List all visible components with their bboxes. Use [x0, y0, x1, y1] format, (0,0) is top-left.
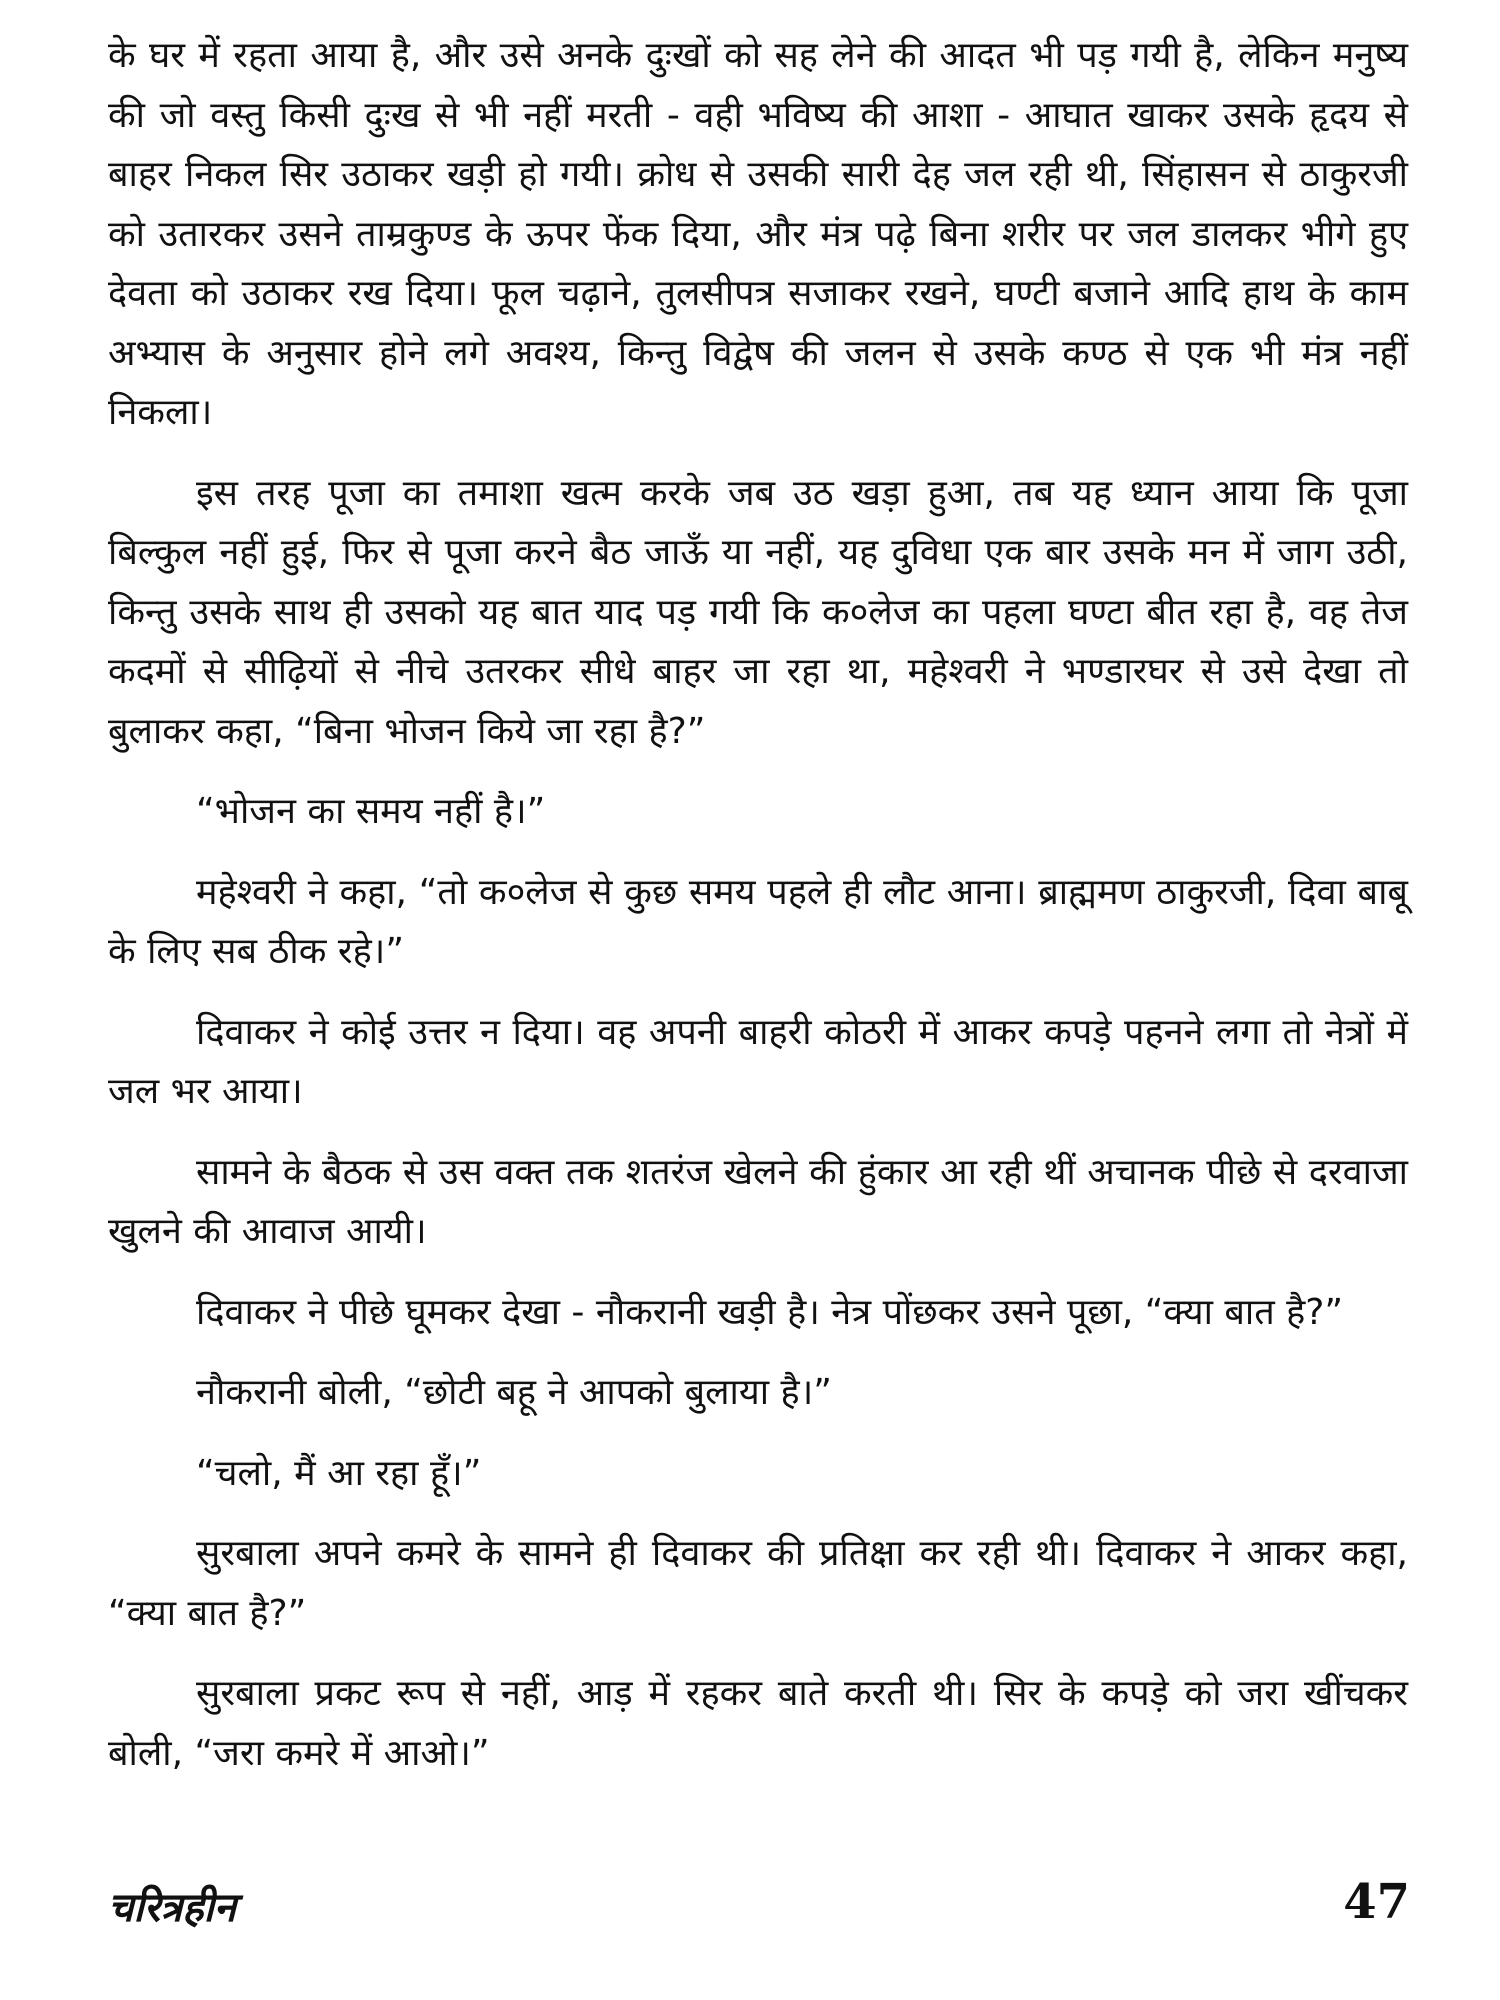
- body-text: [108, 26, 1408, 1804]
- page-number: 47: [1343, 1874, 1410, 1930]
- paragraph: इस तरह पूजा का तमाशा खत्म करके जब उठ खड़ा हुआ, तब यह ध्यान आया कि पूजा बिल्कुल नहीं हुई, फिर से पूजा करने बैठ जाऊँ या नहीं, यह दुविधा एक बार उसके मन में जाग उठी, किन्तु उसके साथ ही उसको यह बात याद पड़ गयी कि क०लेज का पहला घण्टा बीत रहा है, वह तेज कदमों से सीढ़ियों से नीचे उतरकर सीधे बाहर जा रहा था, महेश्वरी ने भण्डारघर से उसे देखा तो बुलाकर कहा, “बिना भोजन किये जा रहा है?”: [108, 472, 1408, 752]
- paragraph: सुरबाला प्रकट रूप से नहीं, आड़ में रहकर बाते करती थी। सिर के कपड़े को जरा खींचकर बोली, “जरा कमरे में आओ।”: [108, 1673, 1408, 1774]
- paragraph: सामने के बैठक से उस वक्त तक शतरंज खेलने की हुंकार आ रही थीं अचानक पीछे से दरवाजा खुलने की आवाज आयी।: [108, 1151, 1408, 1252]
- page-footer: [108, 1874, 1410, 1938]
- paragraph: दिवाकर ने कोई उत्तर न दिया। वह अपनी बाहरी कोठरी में आकर कपड़े पहनने लगा तो नेत्रों में जल भर आया।: [108, 1011, 1408, 1112]
- paragraph: सुरबाला अपने कमरे के सामने ही दिवाकर की प्रतिक्षा कर रही थी। दिवाकर ने आकर कहा, “क्या बात है?”: [108, 1533, 1408, 1634]
- running-title: चरित्रहीन: [108, 1885, 236, 1931]
- paragraph: के घर में रहता आया है, और उसे अनके दुःखों को सह लेने की आदत भी पड़ गयी है, लेकिन मनुष्य की जो वस्तु किसी दुःख से भी नहीं मरती - वही भविष्य की आशा - आघात खाकर उसके हृदय से बाहर निकल सिर उठाकर खड़ी हो गयी। क्रोध से उसकी सारी देह जल रही थी, सिंहासन से ठाकुरजी को उतारकर उसने ताम्रकुण्ड के ऊपर फेंक दिया, और मंत्र पढ़े बिना शरीर पर जल डालकर भीगे हुए देवता को उठाकर रख दिया। फूल चढ़ाने, तुलसीपत्र सजाकर रखने, घण्टी बजाने आदि हाथ के काम अभ्यास के अनुसार होने लगे अवश्य, किन्तु विद्वेष की जलन से उसके कण्ठ से एक भी मंत्र नहीं निकला।: [108, 35, 1408, 433]
- paragraph: दिवाकर ने पीछे घूमकर देखा - नौकरानी खड़ी है। नेत्र पोंछकर उसने पूछा, “क्या बात है?”: [196, 1291, 1344, 1333]
- paragraph: महेश्वरी ने कहा, “तो क०लेज से कुछ समय पहले ही लौट आना। ब्राह्ममण ठाकुरजी, दिवा बाबू के लिए सब ठीक रहे।”: [108, 871, 1408, 972]
- paragraph: “चलो, मैं आ रहा हूँ।”: [196, 1452, 482, 1494]
- paragraph: नौकरानी बोली, “छोटी बहू ने आपको बुलाया है।”: [196, 1372, 832, 1413]
- paragraph: “भोजन का समय नहीं है।”: [196, 791, 546, 832]
